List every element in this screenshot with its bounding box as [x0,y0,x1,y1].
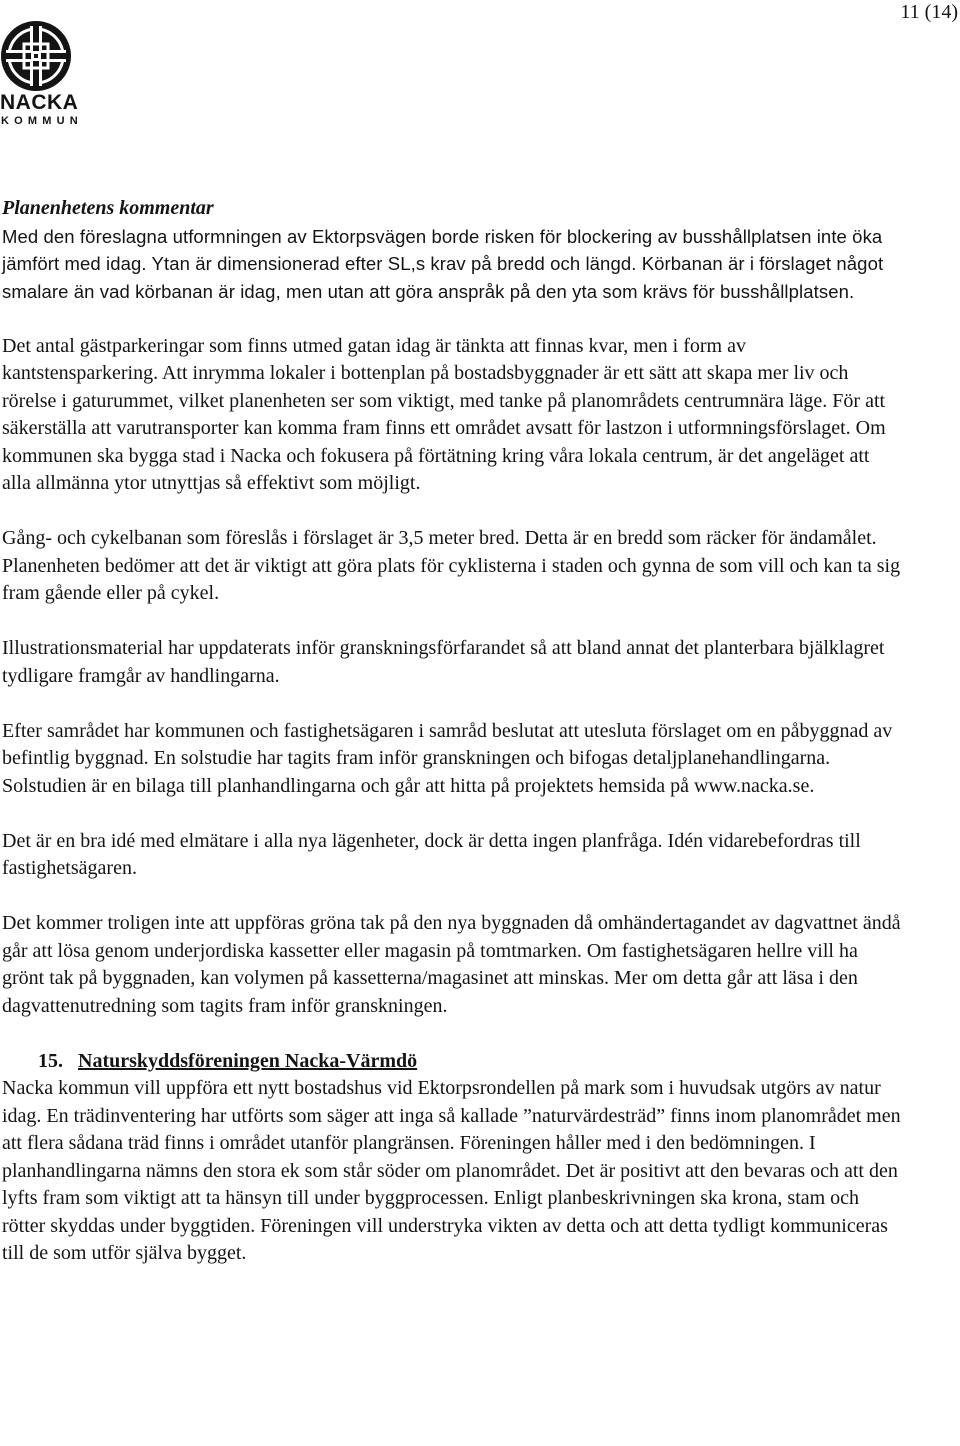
section-number: 15. [38,1049,63,1072]
paragraph-5: Efter samrådet har kommunen och fastighetsägaren i samråd beslutat att utesluta förslaget om en påbyggnad av befintlig byggnad. En solstudie har tagits fram inför granskningen och bifogas detaljplanehandlingarna. Solstudien är en bilaga till planhandlingarna och går att hitta på projektets hemsida på www.nacka.se. [2,719,893,797]
document-body [2,195,902,1268]
numbered-section-heading [2,1048,902,1076]
paragraph-8: Nacka kommun vill uppföra ett nytt bostadshus vid Ektorpsrondellen på mark som i huvudsak utgörs av natur idag. En trädinventering har utförts som säger att inga så kallade ”naturvärdesträd” finns inom planområdet men att flera sådana träd finns i området utanför plangränsen. Föreningen håller med i den bedömningen. I planhandlingarna nämns den stora ek som står söder om planområdet. Det är positivt att den bevaras och att den lyfts fram som viktigt att ta hänsyn till under byggprocessen. Enligt planbeskrivningen ska krona, stam och rötter skyddas under byggtiden. Föreningen vill understryka vikten av detta och att detta tydligt kommuniceras till de som utför själva bygget. [2,1077,901,1264]
nacka-kommun-logo [0,20,83,127]
page-number: 11 (14) [900,1,958,23]
crest-icon [0,20,72,92]
section-heading: Planenhetens kommentar [2,197,214,219]
paragraph-4: Illustrationsmaterial har uppdaterats inför granskningsförfarandet så att bland annat det planterbara bjälklagret tydligare framgår av handlingarna. [2,637,885,687]
paragraph-6: Det är en bra idé med elmätare i alla nya lägenheter, dock är detta ingen planfråga. Idén vidarebefordras till fastighetsägaren. [2,829,861,879]
paragraph-2: Det antal gästparkeringar som finns utmed gatan idag är tänkta att finnas kvar, men i form av kantstensparkering. Att inrymma lokaler i bottenplan på bostadsbyggnader är ett sätt att skapa mer liv och rörelse i gaturummet, vilket planenheten ser som viktigt, med tanke på planområdets centrumnära läge. För att säkerställa att varutransporter kan komma fram finns ett området avsatt för lastzon i utformningsförslaget. Om kommunen ska bygga stad i Nacka och fokusera på förtätning kring våra lokala centrum, är det angeläget att alla allmänna ytor utnyttjas så effektivt som möjligt. [2,334,886,494]
logo-subname: KOMMUN [1,115,83,127]
logo-name: NACKA [0,91,79,114]
section-title: Naturskyddsföreningen Nacka-Värmdö [78,1049,418,1072]
paragraph-3: Gång- och cykelbanan som föreslås i förslaget är 3,5 meter bred. Detta är en bredd som räcker för ändamålet. Planenheten bedömer att det är viktigt att göra plats för cyklisterna i staden och gynna de som vill och kan ta sig fram gående eller på cykel. [2,527,901,604]
paragraph-1: Med den föreslagna utformningen av Ektorpsvägen borde risken för blockering av busshållplatsen inte öka jämfört med idag. Ytan är dimensionerad efter SL,s krav på bredd och längd. Körbanan är i förslaget något smalare än vad körbanan är idag, men utan att göra anspråk på den yta som krävs för busshållplatsen. [2,225,884,302]
paragraph-7: Det kommer troligen inte att uppföras gröna tak på den nya byggnaden då omhändertagandet av dagvattnet ändå går att lösa genom underjordiska kassetter eller magasin på tomtmarken. Om fastighetsägaren hellre vill ha grönt tak på byggnaden, kan volymen på kassetterna/magasinet att minskas. Mer om detta går att läsa i den dagvattenutredning som tagits fram inför granskningen. [2,912,901,1017]
